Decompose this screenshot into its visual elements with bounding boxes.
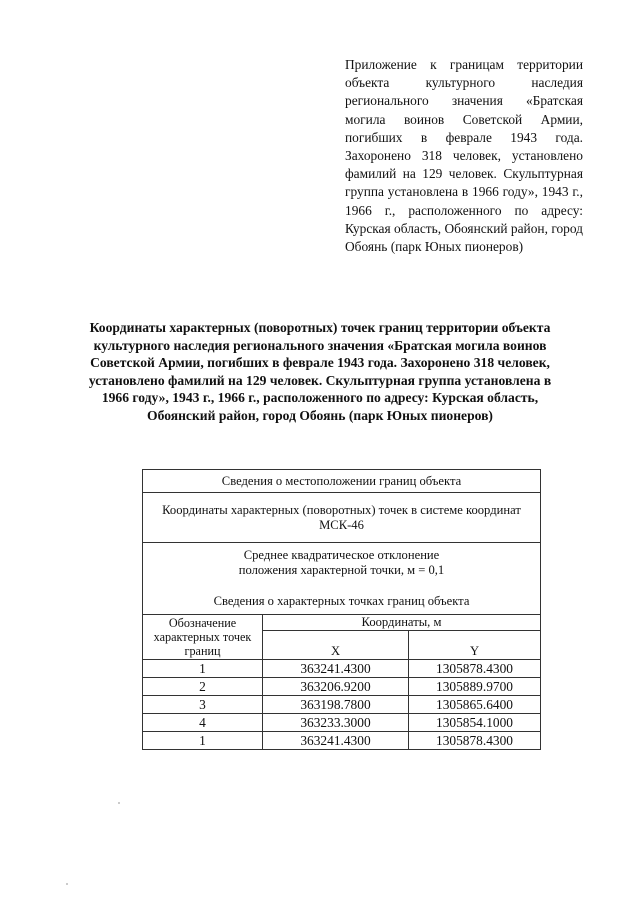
point-label: 4 (143, 714, 263, 732)
col-coords-header: Координаты, м (263, 615, 541, 631)
spacer (146, 578, 537, 594)
col-label-header: Обозначение характерных точек границ (143, 615, 263, 660)
points-header: Сведения о характерных точках границ объекта (213, 594, 470, 608)
table-row (143, 660, 541, 678)
accuracy-line-1: Среднее квадратическое отклонение (243, 548, 440, 562)
accuracy-cell (143, 543, 541, 615)
column-header-row (143, 615, 541, 631)
table-row (143, 678, 541, 696)
point-y: 1305878.4300 (409, 660, 541, 678)
point-x: 363241.4300 (263, 732, 409, 750)
point-label: 1 (143, 732, 263, 750)
point-y: 1305889.9700 (409, 678, 541, 696)
point-x: 363233.3000 (263, 714, 409, 732)
scan-speck (118, 802, 120, 804)
col-y-header: Y (409, 631, 541, 660)
coordinates-table (142, 469, 541, 750)
accuracy-line-2: положения характерной точки, м = 0,1 (238, 563, 445, 577)
table-row (143, 696, 541, 714)
coord-system-cell: Координаты характерных (поворотных) точек в системе координат МСК-46 (143, 493, 541, 543)
scan-speck (66, 883, 68, 885)
col-x-header: X (263, 631, 409, 660)
point-y: 1305865.6400 (409, 696, 541, 714)
point-y: 1305854.1000 (409, 714, 541, 732)
point-label: 3 (143, 696, 263, 714)
point-label: 1 (143, 660, 263, 678)
annex-note: Приложение к границам территории объекта культурного наследия регионального значения «Братская могила воинов Советской Армии, погибших в феврале 1943 года. Захоронено 318 человек, установлено фамилий на 129 человек. Скульптурная группа установлена в 1966 году», 1943 г., 1966 г., расположенного по адресу: Курская область, Обоянский район, город Обоянь (парк Юных пионеров) (345, 57, 583, 255)
point-y: 1305878.4300 (409, 732, 541, 750)
point-x: 363206.9200 (263, 678, 409, 696)
accuracy-row (143, 543, 541, 615)
point-label: 2 (143, 678, 263, 696)
location-header: Сведения о местоположении границ объекта (143, 470, 541, 493)
point-x: 363198.7800 (263, 696, 409, 714)
table-header-row (143, 470, 541, 493)
table-row (143, 714, 541, 732)
point-x: 363241.4300 (263, 660, 409, 678)
table-row (143, 732, 541, 750)
coord-system-row (143, 493, 541, 543)
document-title: Координаты характерных (поворотных) точек границ территории объекта культурного наследия регионального значения «Братская могила воинов Советской Армии, погибших в феврале 1943 года. Захоронено 318 человек, установлено фамилий на 129 человек. Скульптурная группа установлена в 1966 году», 1943 г., 1966 г., расположенного по адресу: Курская область, Обоянский район, город Обоянь (парк Юных пионеров) (88, 320, 552, 423)
